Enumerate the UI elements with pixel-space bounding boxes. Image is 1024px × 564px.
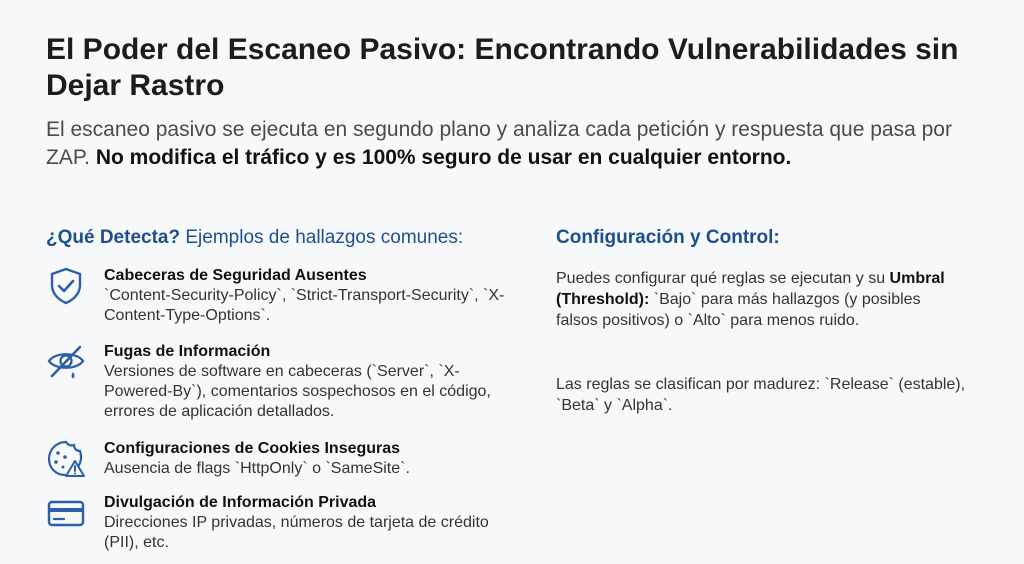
credit-card-icon	[46, 493, 86, 533]
finding-title: Cabeceras de Seguridad Ausentes	[104, 267, 367, 284]
intro-paragraph	[46, 116, 996, 172]
detects-heading	[46, 226, 463, 250]
finding-desc: Ausencia de flags `HttpOnly` o `SameSite`.	[104, 460, 410, 477]
cookie-warning-icon	[46, 439, 86, 479]
detects-heading-bold: ¿Qué Detecta?	[46, 227, 181, 248]
config-paragraph-maturity: Las reglas se clasifican por madurez: `Release` (estable), `Beta` y `Alpha`.	[556, 376, 966, 414]
config-text: Puedes configurar qué reglas se ejecutan y su	[556, 270, 890, 287]
finding-title: Fugas de Información	[104, 343, 271, 360]
finding-title: Configuraciones de Cookies Inseguras	[104, 440, 401, 457]
threshold-label: Umbral (Threshold):	[556, 270, 945, 308]
eye-slash-leak-icon	[46, 342, 86, 382]
config-text-rest: `Bajo` para más hallazgos (y posibles falsos positivos) o `Alto` para menos ruido.	[556, 291, 921, 329]
detects-heading-rest: Ejemplos de hallazgos comunes:	[180, 227, 464, 248]
intro-emphasis: No modifica el tráfico y es 100% seguro de usar en cualquier entorno.	[95, 146, 792, 169]
finding-desc: Direcciones IP privadas, números de tarjeta de crédito (PII), etc.	[104, 514, 489, 551]
shield-check-icon	[46, 266, 86, 306]
page-title: El Poder del Escaneo Pasivo: Encontrando Vulnerabilidades sin Dejar Rastro	[46, 33, 959, 102]
finding-title: Divulgación de Información Privada	[104, 494, 377, 511]
finding-desc: `Content-Security-Policy`, `Strict-Transport-Security`, `X-Content-Type-Options`.	[104, 287, 505, 324]
finding-desc: Versiones de software en cabeceras (`Server`, `X-Powered-By`), comentarios sospechosos en el código, errores de aplicación detallados.	[104, 363, 491, 420]
config-paragraph-threshold	[556, 268, 966, 331]
config-heading: Configuración y Control:	[556, 227, 780, 248]
intro-text: El escaneo pasivo se ejecuta en segundo plano y analiza cada petición y respuesta que pasa por ZAP.	[46, 118, 952, 169]
